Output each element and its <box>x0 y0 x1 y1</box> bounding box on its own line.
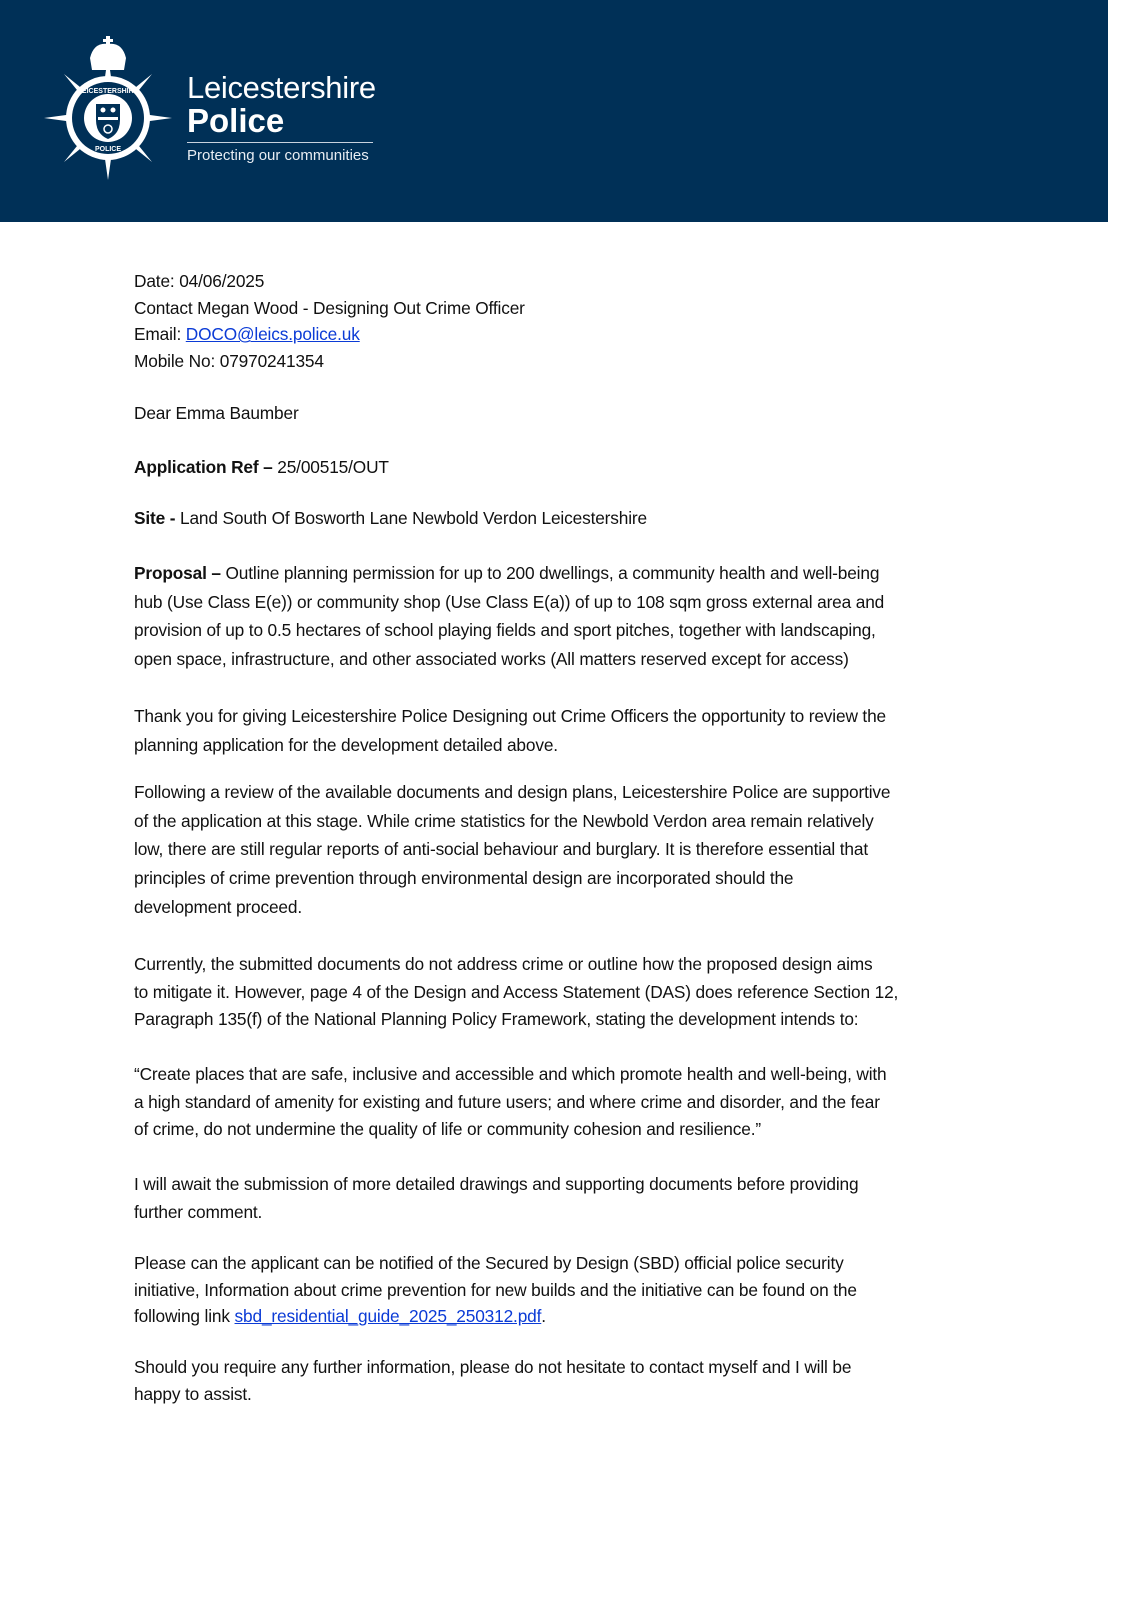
paragraph-line: Should you require any further information, please do not hesitate to contact myself and I will be <box>134 1357 852 1377</box>
paragraph-await <box>134 1171 858 1226</box>
email-link[interactable]: DOCO@leics.police.uk <box>185 324 360 345</box>
org-name-line1: Leicestershire <box>187 70 376 105</box>
paragraph-line: principles of crime prevention through environmental design are incorporated should the <box>134 868 794 889</box>
proposal-line: hub (Use Class E(e)) or community shop (Use Class E(a)) of up to 108 sqm gross external area and <box>134 591 885 612</box>
paragraph-line: planning application for the development detailed above. <box>134 734 558 755</box>
site-value: Land South Of Bosworth Lane Newbold Verdon Leicestershire <box>175 508 647 528</box>
sbd-guide-link[interactable]: sbd_residential_guide_2025_250312.pdf <box>234 1306 542 1327</box>
tagline: Protecting our communities <box>187 147 369 164</box>
letterhead-banner <box>0 0 1108 222</box>
email-label: Email: <box>134 324 186 345</box>
site-label: Site - <box>134 508 176 528</box>
paragraph-line: “Create places that are safe, inclusive and accessible and which promote health and well-being, with <box>134 1064 887 1084</box>
paragraph-line: low, there are still regular reports of anti-social behaviour and burglary. It is therefore essential that <box>134 839 868 860</box>
brand-wordmark <box>187 72 376 165</box>
paragraph-closing <box>134 1354 851 1407</box>
contact-name: Contact Megan Wood - Designing Out Crime Officer <box>134 297 525 318</box>
paragraph-line: further comment. <box>134 1201 263 1222</box>
paragraph-line: Paragraph 135(f) of the National Planning Policy Framework, stating the development intends to: <box>134 1009 859 1029</box>
site <box>134 505 647 533</box>
paragraph-line: Please can the applicant can be notified of the Secured by Design (SBD) official police security <box>134 1253 844 1273</box>
paragraph-line: development proceed. <box>134 896 303 917</box>
paragraph-thanks <box>134 702 886 759</box>
paragraph-currently <box>134 951 898 1034</box>
contact-details <box>134 268 525 374</box>
paragraph-review <box>134 778 890 922</box>
police-crest-logo <box>42 36 174 186</box>
paragraph-nppf-quote <box>134 1061 887 1144</box>
proposal-label: Proposal – <box>134 563 221 583</box>
letter-date: Date: 04/06/2025 <box>134 271 265 291</box>
svg-text:LEICESTERSHIRE: LEICESTERSHIRE <box>77 88 139 95</box>
paragraph-line: of crime, do not undermine the quality of life or community cohesion and resilience.” <box>134 1119 761 1139</box>
paragraph-line: initiative, Information about crime prevention for new builds and the initiative can be found on the <box>134 1279 857 1300</box>
paragraph-line: Following a review of the available documents and design plans, Leicestershire Police are supportive <box>134 782 891 802</box>
paragraph-line: to mitigate it. However, page 4 of the Design and Access Statement (DAS) does reference Section 12, <box>134 981 899 1002</box>
application-ref-label: Application Ref – <box>134 457 273 477</box>
org-name-line2: Police <box>187 102 285 139</box>
paragraph-sbd <box>134 1250 857 1330</box>
paragraph-line: Currently, the submitted documents do not address crime or outline how the proposed design aims <box>134 954 873 974</box>
paragraph-line: of the application at this stage. While crime statistics for the Newbold Verdon area remain relatively <box>134 810 874 831</box>
email-line <box>134 321 525 348</box>
sbd-link-suffix: . <box>541 1306 546 1327</box>
paragraph-line: Thank you for giving Leicestershire Police Designing out Crime Officers the opportunity to review the <box>134 706 887 726</box>
application-ref-value: 25/00515/OUT <box>272 457 389 477</box>
sbd-link-prefix: following link <box>134 1306 235 1327</box>
proposal-line: provision of up to 0.5 hectares of school playing fields and sport pitches, together with landscaping, <box>134 620 876 640</box>
paragraph-line: happy to assist. <box>134 1383 252 1404</box>
brand-divider <box>187 142 373 143</box>
paragraph-line: a high standard of amenity for existing and future users; and where crime and disorder, and the fear <box>134 1091 880 1112</box>
mobile-number: Mobile No: 07970241354 <box>134 350 324 371</box>
proposal-line: open space, infrastructure, and other associated works (All matters reserved except for access) <box>134 648 849 669</box>
proposal-line: Outline planning permission for up to 200 dwellings, a community health and well-being <box>220 563 880 583</box>
salutation: Dear Emma Baumber <box>134 403 299 423</box>
application-ref <box>134 454 389 482</box>
svg-text:POLICE: POLICE <box>94 146 122 153</box>
paragraph-line: I will await the submission of more detailed drawings and supporting documents before providing <box>134 1174 859 1194</box>
proposal <box>134 559 884 673</box>
